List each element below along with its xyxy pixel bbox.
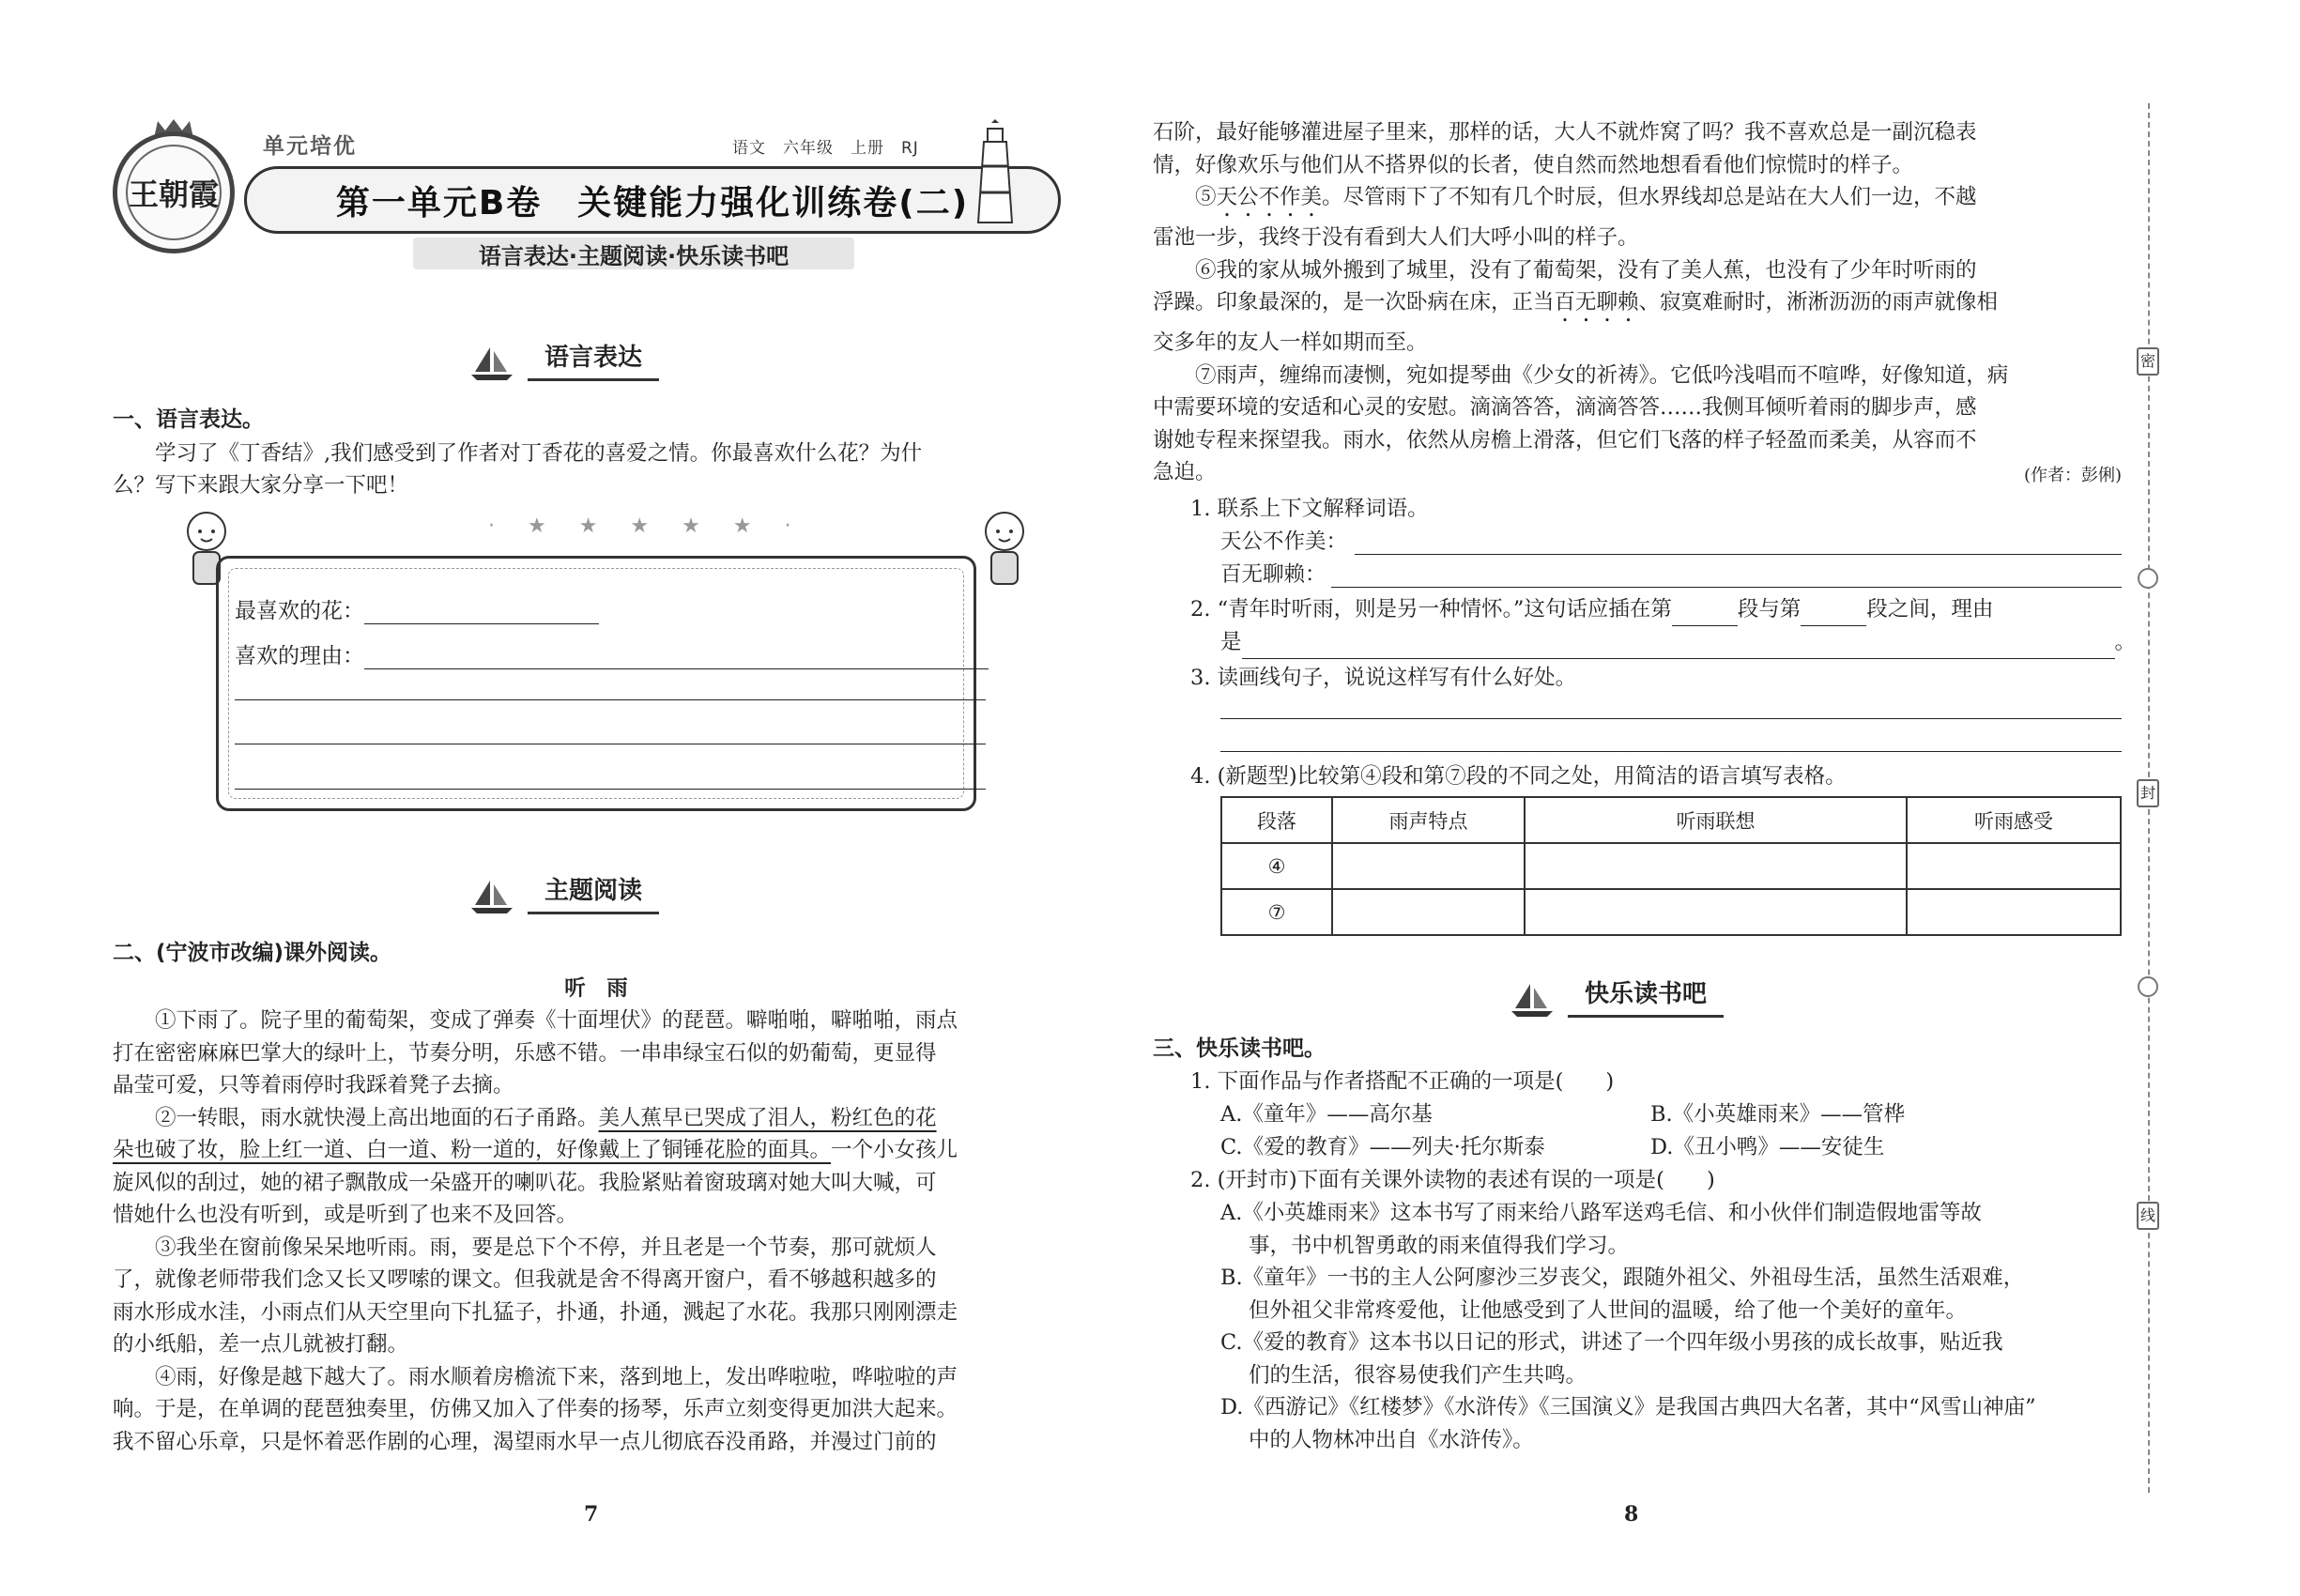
dotted-phrase: 天公不作美	[1216, 185, 1323, 209]
passage-body	[113, 1005, 1080, 1458]
question-3-title: 三、快乐读书吧。	[1153, 1036, 1326, 1061]
table-header: 听雨感受	[1907, 797, 2121, 843]
passage-line: 浮躁。印象最深的，是一次卧病在床，正当百无聊赖、寂寞难耐时，淅淅沥沥的雨声就像相	[1153, 290, 1999, 315]
answer-line[interactable]	[235, 789, 986, 790]
sub-question-4: 4. (新题型)比较第④段和第⑦段的不同之处，用简洁的语言填写表格。	[1190, 764, 1847, 789]
passage-line: ⑤天公不作美。尽管雨下了不知有几个时辰，但水界线却总是站在大人们一边，不越	[1195, 185, 1977, 209]
table-header: 听雨联想	[1525, 797, 1907, 843]
sailboat-icon	[1510, 982, 1555, 1018]
option-d: D.《丑小鸭》——安徒生	[1650, 1135, 1885, 1159]
reason-blank[interactable]	[364, 645, 989, 669]
table-cell: ④	[1221, 843, 1332, 889]
option-line: 但外祖父非常疼爱他，让他感受到了人世间的温暖，给了他一个美好的童年。	[1249, 1297, 1968, 1323]
answer-line[interactable]	[1220, 751, 2122, 752]
passage-line: ⑥我的家从城外搬到了城里，没有了葡萄架，没有了美人蕉，也没有了少年时听雨的	[1195, 257, 1977, 283]
left-page	[113, 0, 1080, 1596]
section-heading-reading	[469, 871, 659, 914]
passage-line: 情，好像欢乐与他们从不搭界似的长者，使自然而然地想看看他们惊慌时的样子。	[1153, 152, 1914, 177]
passage-line: 谢她专程来探望我。雨水，依然从房檐上滑落，但它们飞落的样子轻盈而柔美，从容而不	[1153, 427, 1977, 453]
stars-decoration: · ★ ★ ★ ★ ★ ·	[488, 514, 805, 538]
passage-line: ①下雨了。院子里的葡萄架，变成了弹奏《十面埋伏》的琵琶。噼啪啪，噼啪啪，雨点	[155, 1008, 958, 1033]
answer-line[interactable]	[1355, 554, 2122, 555]
page-subtitle: 语言表达·主题阅读·快乐读书吧	[413, 238, 854, 269]
passage-line: ②一转眼，雨水就快漫上高出地面的石子甬路。美人蕉早已哭成了泪人，粉红色的花	[155, 1105, 937, 1130]
passage-line: 晶莹可爱，只等着雨停时我踩着凳子去摘。	[113, 1073, 514, 1097]
passage-line: 了，就像老师带我们念又长又啰嗦的课文。但我就是舍不得离开窗户，看不够越积越多的	[113, 1267, 937, 1292]
page-number: 7	[584, 1502, 599, 1527]
question-1-title: 一、语言表达。	[113, 407, 264, 432]
section-label: 快乐读书吧	[1568, 974, 1724, 1018]
table-header-row	[1221, 797, 2121, 843]
q1-term-b: 百无聊赖：	[1220, 562, 1326, 587]
answer-line[interactable]	[1220, 718, 2122, 719]
page-number: 8	[1624, 1502, 1639, 1527]
sub-question-1: 1. 联系上下文解释词语。	[1190, 497, 1429, 521]
answer-line[interactable]	[1331, 587, 2122, 588]
option-line: 们的生活，很容易使我们产生共鸣。	[1249, 1362, 1587, 1388]
lighthouse-icon	[967, 119, 1023, 232]
margin-label: 线	[2137, 1202, 2159, 1230]
passage-line: ⑦雨声，缠绵而凄恻，宛如提琴曲《少女的祈祷》。它低吟浅唱而不喧哗，好像知道，病	[1195, 362, 2009, 388]
binding-hole-icon	[2138, 568, 2158, 589]
option-line: C.《爱的教育》这本书以日记的形式，讲述了一个四年级小男孩的成长故事，贴近我	[1220, 1330, 2003, 1355]
blank-paragraph-2[interactable]	[1801, 602, 1866, 626]
fav-flower-blank[interactable]	[364, 600, 599, 624]
passage-line: ④雨，好像是越下越大了。雨水顺着房檐流下来，落到地上，发出哗啦啦，哗啦啦的声	[155, 1364, 958, 1389]
page-title: 第一单元B卷 关键能力强化训练卷(二)	[335, 183, 970, 223]
book-question-2: 2. (开封市)下面有关课外读物的表述有误的一项是( )	[1190, 1168, 1715, 1192]
author-credit: (作者：彭俐)	[2023, 466, 2122, 485]
prompt-line: 学习了《丁香结》,我们感受到了作者对丁香花的喜爱之情。你最喜欢什么花？为什	[155, 441, 923, 466]
header	[113, 117, 1080, 268]
fav-flower-row: 最喜欢的花：	[235, 593, 599, 624]
title-box	[244, 166, 1061, 234]
sailboat-icon	[469, 345, 514, 381]
table-row	[1221, 843, 2121, 889]
comparison-table	[1220, 796, 2122, 936]
option-line: 事，书中机智勇敢的雨来值得我们学习。	[1249, 1233, 1630, 1258]
option-line: A.《小英雄雨来》这本书写了雨来给八路军送鸡毛信、和小伙伴们制造假地雷等故	[1220, 1201, 1982, 1225]
passage-line: ③我坐在窗前像呆呆地听雨。雨，要是总下个不停，并且老是一个节奏，那可就烦人	[155, 1235, 937, 1260]
table-header: 段落	[1221, 797, 1332, 843]
passage-line: 雷池一步，我终于没有看到大人们大呼小叫的样子。	[1153, 225, 1639, 250]
margin-label: 封	[2137, 779, 2159, 807]
table-cell-blank[interactable]	[1525, 843, 1907, 889]
underlined-sentence: 美人蕉早已哭成了泪人，粉红色的花	[598, 1105, 937, 1130]
passage-line: 打在密密麻麻巴掌大的绿叶上，节奏分明，乐感不错。一串串绿宝石似的奶葡萄，更显得	[113, 1040, 937, 1066]
passage-line: 响。于是，在单调的琵琶独奏里，仿佛又加入了伴奏的扬琴，乐声立刻变得更加洪大起来。	[113, 1397, 958, 1421]
binding-hole-icon	[2138, 976, 2158, 997]
passage-line: 我不留心乐章，只是怀着恶作剧的心理，渴望雨水早一点儿彻底吞没甬路，并漫过门前的	[113, 1429, 937, 1454]
sub-question-2: 2. “青年时听雨，则是另一种情怀。”这句话应插在第 段与第 段之间，理由	[1190, 593, 1993, 626]
table-cell-blank[interactable]	[1332, 889, 1525, 935]
prompt-line: 么？写下来跟大家分享一下吧！	[113, 473, 409, 498]
book-question-1: 1. 下面作品与作者搭配不正确的一项是( )	[1190, 1069, 1615, 1094]
passage-line: 雨水形成水洼，小雨点们从天空里向下扎猛子，扑通，扑通，溅起了水花。我那只刚刚漂走	[113, 1299, 958, 1325]
passage-line: 石阶，最好能够灌进屋子里来，那样的话，大人不就炸窝了吗？我不喜欢总是一副沉稳表	[1153, 120, 1977, 145]
table-cell-blank[interactable]	[1907, 843, 2121, 889]
passage-line: 中需要环境的安适和心灵的安慰。滴滴答答，滴滴答答……我侧耳倾听着雨的脚步声，感	[1153, 395, 1977, 420]
passage-continued	[1153, 116, 2122, 489]
option-line: B.《童年》一书的主人公阿廖沙三岁丧父，跟随外祖父、外祖母生活，虽然生活艰难，	[1220, 1266, 2025, 1290]
passage-title: 听 雨	[564, 976, 628, 1001]
option-b: B.《小英雄雨来》——管桦	[1650, 1102, 1906, 1127]
section-heading-language	[469, 338, 659, 381]
table-cell-blank[interactable]	[1525, 889, 1907, 935]
margin-label: 密	[2137, 347, 2159, 376]
right-page	[1153, 0, 2137, 1596]
passage-line: 惜她什么也没有听到，或是听到了也来不及回答。	[113, 1203, 578, 1227]
section-label: 主题阅读	[528, 871, 659, 914]
book-question-2-options	[1220, 1197, 2036, 1456]
answer-line[interactable]	[235, 699, 986, 700]
section-heading-books	[1510, 974, 1724, 1018]
section-label: 语言表达	[528, 338, 659, 381]
passage-line: 交多年的友人一样如期而至。	[1153, 330, 1428, 355]
table-cell: ⑦	[1221, 889, 1332, 935]
reason-row: 喜欢的理由：	[235, 638, 989, 669]
option-c: C.《爱的教育》——列夫·托尔斯泰	[1220, 1135, 1545, 1159]
passage-line: 旋风似的刮过，她的裙子飘散成一朵盛开的喇叭花。我脸紧贴着窗玻璃对她大叫大喊，可	[113, 1170, 937, 1195]
table-header: 雨声特点	[1332, 797, 1525, 843]
blank-paragraph-1[interactable]	[1672, 602, 1738, 626]
child-icon	[976, 507, 1033, 591]
option-line: D.《西游记》《红楼梦》《水浒传》《三国演义》是我国古典四大名著，其中“风雪山神庙”	[1220, 1395, 2036, 1420]
table-row	[1221, 889, 2121, 935]
table-cell-blank[interactable]	[1332, 843, 1525, 889]
q1-term-a: 天公不作美：	[1220, 529, 1348, 554]
subject-tag: 语文 六年级 上册 RJ	[732, 139, 919, 158]
sailboat-icon	[469, 879, 514, 914]
table-cell-blank[interactable]	[1907, 889, 2121, 935]
underlined-sentence: 朵也破了妆，脸上红一道、白一道、粉一道的，好像戴上了铜锤花脸的面具。	[113, 1138, 832, 1162]
passage-line: 的小纸船，差一点儿就被打翻。	[113, 1332, 409, 1357]
sub-question-3: 3. 读画线句子，说说这样写有什么好处。	[1190, 666, 1577, 690]
question-2-title: 二、(宁波市改编)课外阅读。	[113, 941, 392, 965]
dotted-phrase: 百无聊赖	[1554, 290, 1639, 315]
option-a: A.《童年》——高尔基	[1220, 1102, 1433, 1127]
brand-logo: 王朝霞	[113, 131, 235, 253]
unit-tag: 单元培优	[263, 134, 357, 159]
reason-blank[interactable]	[1242, 635, 2115, 659]
option-line: 中的人物林冲出自《水浒传》。	[1249, 1427, 1534, 1452]
passage-line: 朵也破了妆，脸上红一道、白一道、粉一道的，好像戴上了铜锤花脸的面具。一个小女孩儿	[113, 1138, 958, 1162]
q2-reason-row: 是 。	[1220, 626, 2136, 659]
passage-line: 急迫。	[1153, 460, 1217, 484]
